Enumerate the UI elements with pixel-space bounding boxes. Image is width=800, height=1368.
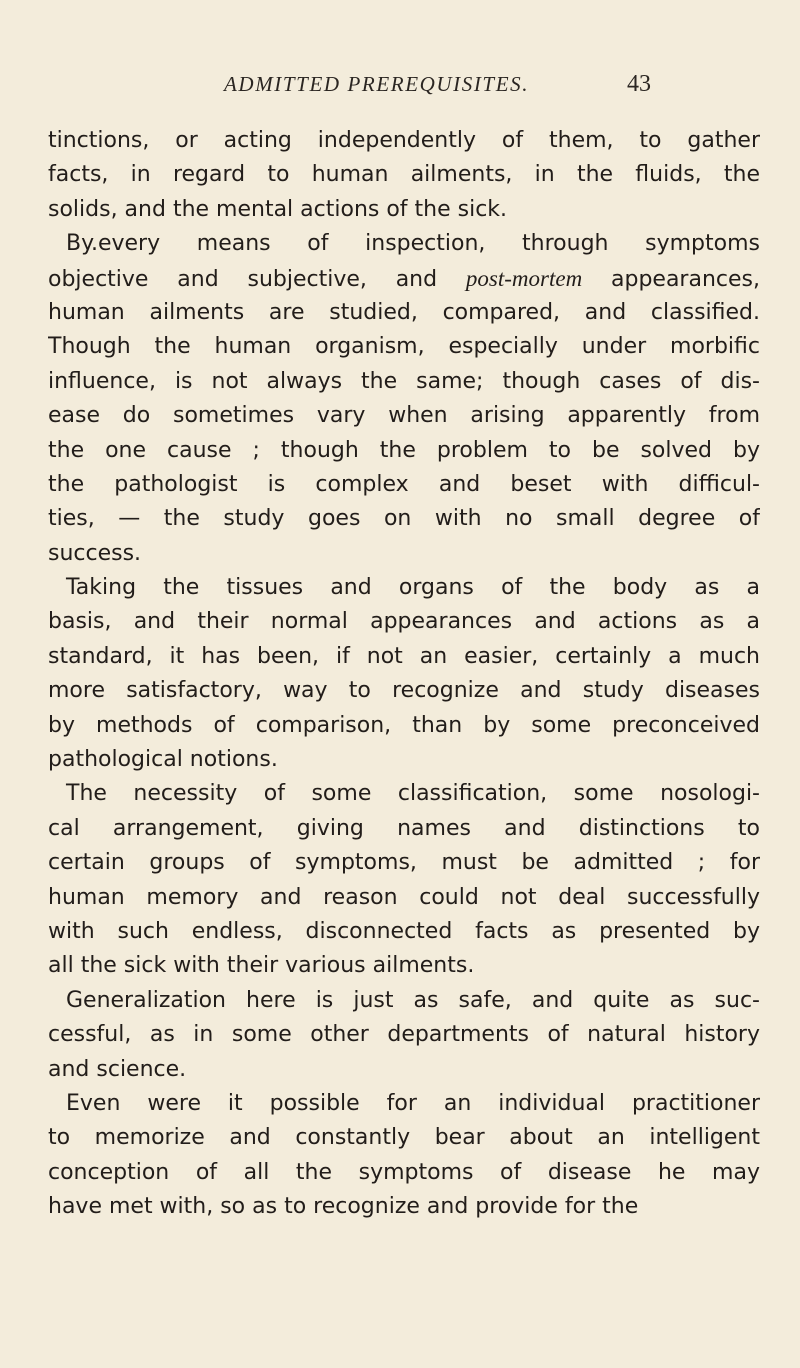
text-segment: The necessity of some classification, some nosologi- <box>66 781 760 807</box>
text-line <box>48 1156 760 1190</box>
text-segment: By.every means of inspection, through symptoms <box>66 231 760 257</box>
text-line <box>48 915 760 949</box>
italic-term: post-mortem <box>465 265 583 291</box>
text-segment: all the sick with their various ailments. <box>48 953 475 979</box>
text-line <box>48 330 760 364</box>
text-segment: certain groups of symptoms, must be admitted ; for <box>48 850 760 876</box>
text-line <box>48 949 760 983</box>
text-line <box>48 502 760 536</box>
text-line <box>48 227 760 261</box>
text-line <box>48 1121 760 1155</box>
text-line <box>48 1087 760 1121</box>
text-line <box>48 1018 760 1052</box>
running-title: ADMITTED PREREQUISITES. <box>224 72 530 96</box>
text-line <box>48 605 760 639</box>
text-segment: standard, it has been, if not an easier, certainly a much <box>48 643 760 669</box>
text-line <box>48 640 760 674</box>
text-segment: cessful, as in some other departments of natural history <box>48 1022 760 1048</box>
text-line <box>48 984 760 1018</box>
text-segment: ease do sometimes vary when arising apparently from <box>48 403 760 429</box>
text-line <box>48 193 760 227</box>
text-segment: pathological notions. <box>48 747 278 773</box>
text-line <box>48 365 760 399</box>
text-line <box>48 296 760 330</box>
text-line <box>48 1190 760 1224</box>
text-segment: more satisfactory, way to recognize and study diseases <box>48 678 760 704</box>
text-line <box>48 434 760 468</box>
text-segment: the one cause ; though the problem to be solved by <box>48 437 760 463</box>
text-segment: by methods of comparison, than by some preconceived <box>48 712 760 738</box>
text-line <box>48 262 760 296</box>
text-segment: ties, — the study goes on with no small degree of <box>48 506 760 532</box>
text-line <box>48 743 760 777</box>
text-segment: basis, and their normal appearances and actions as a <box>48 609 760 635</box>
text-segment: human memory and reason could not deal successfully <box>48 884 760 910</box>
text-line <box>48 399 760 433</box>
text-line <box>48 1053 760 1087</box>
text-segment: and science. <box>48 1056 187 1082</box>
text-segment: facts, in regard to human ailments, in the fluids, the <box>48 162 760 188</box>
text-line <box>48 674 760 708</box>
text-line <box>48 158 760 192</box>
text-segment: Though the human organism, especially under morbific <box>48 334 760 360</box>
text-line <box>48 709 760 743</box>
running-head <box>0 72 800 104</box>
text-line <box>48 571 760 605</box>
text-segment: influence, is not always the same; though cases of dis- <box>48 368 760 394</box>
text-segment: appearances, <box>582 266 760 292</box>
text-line <box>48 846 760 880</box>
text-line <box>48 881 760 915</box>
text-segment: human ailments are studied, compared, and classified. <box>48 299 760 325</box>
text-segment: to memorize and constantly bear about an intelligent <box>48 1125 760 1151</box>
text-segment: solids, and the mental actions of the sick. <box>48 196 508 222</box>
text-segment: cal arrangement, giving names and distinctions to <box>48 815 760 841</box>
text-line <box>48 537 760 571</box>
text-segment: Taking the tissues and organs of the body as a <box>66 575 760 601</box>
text-segment: Even were it possible for an individual practitioner <box>66 1090 760 1116</box>
text-line <box>48 468 760 502</box>
text-segment: tinctions, or acting independently of them, to gather <box>48 128 760 153</box>
text-segment: have met with, so as to recognize and provide for the <box>48 1194 639 1220</box>
body-text <box>48 124 760 1225</box>
text-segment: conception of all the symptoms of disease he may <box>48 1159 760 1185</box>
text-line <box>48 777 760 811</box>
text-line <box>48 812 760 846</box>
page-number: 43 <box>627 71 651 97</box>
text-segment: with such endless, disconnected facts as presented by <box>48 918 760 944</box>
text-segment: success. <box>48 540 142 566</box>
text-segment: objective and subjective, and <box>48 266 466 292</box>
text-segment: the pathologist is complex and beset with difficul- <box>48 471 760 497</box>
text-segment: Generalization here is just as safe, and quite as suc- <box>66 987 760 1013</box>
text-line <box>48 124 760 158</box>
